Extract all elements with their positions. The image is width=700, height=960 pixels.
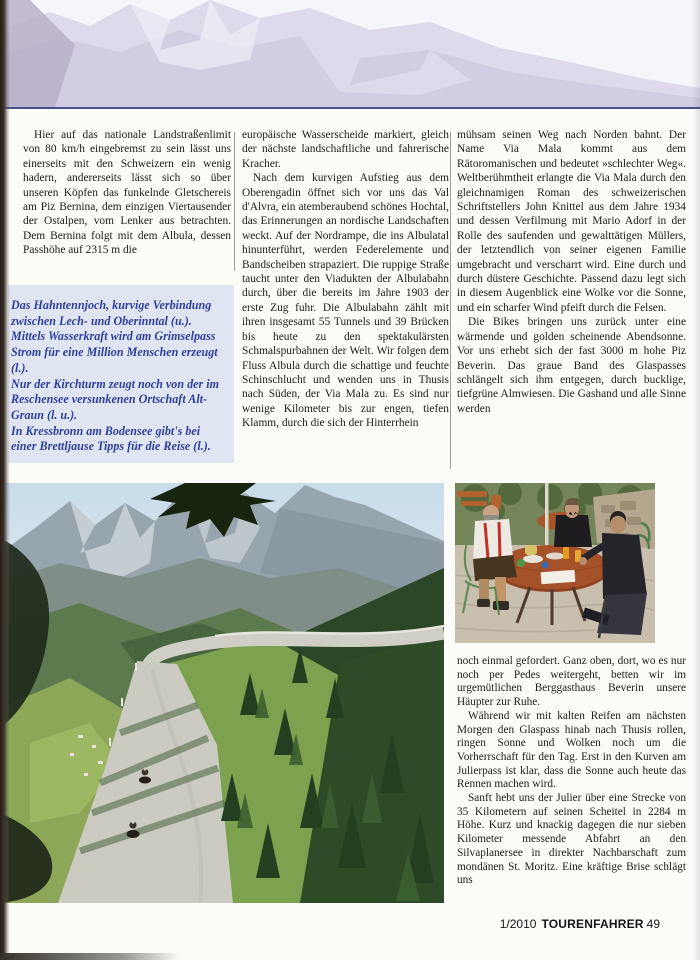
body-column-2 bbox=[242, 128, 449, 472]
page-footer bbox=[400, 917, 660, 931]
column-rule-2 bbox=[450, 132, 451, 469]
scan-edge-bottom bbox=[0, 953, 180, 960]
photo-captions-box bbox=[8, 285, 234, 463]
column-rule-1 bbox=[234, 132, 235, 271]
photo-caption: Das Hahntennjoch, kurvige Verbindung zwischen Lech- und Oberinntal (u.). bbox=[11, 298, 212, 328]
top-banner-photo bbox=[0, 0, 700, 107]
photo-caption: Nur der Kirchturm zeugt noch von der im Reschensee versunkenen Ortschaft Alt-Graun (l. u.). bbox=[11, 376, 219, 422]
banner-divider-line bbox=[0, 107, 700, 109]
main-photo-alpine-road bbox=[0, 483, 444, 903]
body-paragraph: Hier auf das nationale Landstraßenlimit von 80 km/h eingebremst zu sein lässt uns einerseits mit den Schweizern ein wenig hadern, andererseits lässt sich so über unseren Köpfen das funkelnde Gletschereis am Piz Bernina, dem einzigen Viertausender der Ostalpen, vom Lenker aus betrachten. Dem Bernina folgt mit dem Albula, dessen Passhöhe auf 2315 m die bbox=[23, 129, 231, 257]
body-column-3 bbox=[457, 128, 686, 472]
table-photo-bikers-break bbox=[455, 483, 655, 643]
page-number: 49 bbox=[646, 917, 660, 931]
photo-caption: In Kressbronn am Bodensee gibt's bei einer Brettljause Tipps für die Reise (l.). bbox=[11, 423, 211, 454]
photo-caption: Mittels Wasserkraft wird am Grimselpass Strom für eine Million Menschen erzeugt (l.). bbox=[11, 329, 218, 375]
body-paragraph: noch einmal gefordert. Ganz oben, dort, wo es nur noch per Pedes weitergeht, betten wir im urgemütlichen Berggasthaus Beverin unsere Häupter zur Ruhe. bbox=[457, 655, 686, 709]
body-paragraph: mühsam seinen Weg nach Norden bahnt. Der Name Via Mala kommt aus dem Rätoromanischen und bedeutet »schlechter Weg«. Weltberühmtheit erlangte die Via Mala durch den gleichnamigen Roman des schweizerischen Schriftstellers John Knittel aus dem Jahre 1934 und dessen Verfilmung mit Mario Adorf in der Rolle des saufenden und gewalttätigen Müllers, der letztendlich von seiner eigenen Familie umgebracht und verscharrt wird. Eine durch und durch düstere Geschichte. Passend dazu legt sich in diesem Augenblick eine Wolke vor die Sonne, und ein scharfer Wind pfeift durch die Felsen. bbox=[457, 129, 686, 314]
scan-edge-right bbox=[692, 0, 700, 960]
body-paragraph: Die Bikes bringen uns zurück unter eine wärmende und golden scheinende Abendsonne. Vor uns erhebt sich der fast 3000 m hohe Piz Beverin. Das graue Band des Glaspasses schlängelt sich ihm entgegen, durch bucklige, tiefgrüne Almwiesen. Die Gashand und alle Sinne werden bbox=[457, 316, 686, 415]
scan-edge-left bbox=[0, 0, 10, 960]
magazine-name: TOURENFAHRER bbox=[541, 917, 644, 931]
parasol-pole bbox=[545, 483, 549, 545]
body-column-3-lower bbox=[457, 655, 686, 907]
body-paragraph: Nach dem kurvigen Aufstieg aus dem Oberengadin öffnet sich vor uns das Val d'Alvra, ein atemberaubend schönes Hochtal, das Erinnerungen an nordische Landschaften weckt. Auf der Nordrampe, die ins Albulatal hinunterführt, werden Federelemente und Bandscheiben strapaziert. Die ruppige Straße taucht unter den Viadukten der Albulabahn durch, über die bereits im Jahre 1903 der erste Zug fuhr. Die Albulabahn zählt mit ihren insgesamt 55 Tunnels und 39 Brücken bis heute zu den spektakulärsten Schmalspurbahnen der Welt. Wir folgen dem Fluss Albula durch die schattige und feuchte Schinschlucht und wenden uns in Thusis nach Süden, der Via Mala zu. Es sind nur wenige Kilometer bis zur engen, tiefen Klamm, durch die sich der Hinterrhein bbox=[242, 172, 449, 430]
body-column-1 bbox=[23, 128, 231, 275]
body-paragraph: Während wir mit kalten Reifen am nächsten Morgen den Glaspass hinab nach Thusis rollen, ringen Sonne und Wolken noch um die Vorherrschaft für den Tag. Erst in den Kurven am Julierpass ist klar, dass die Sonne auch heute das Rennen machen wird. bbox=[457, 709, 686, 791]
body-paragraph: europäische Wasserscheide markiert, gleich der nächste landschaftliche und fahrerische Kracher. bbox=[242, 129, 449, 170]
body-paragraph: Sanft hebt uns der Julier über eine Strecke von 35 Kilometern auf seinen Scheitel in 2284 m Höhe. Kurz und knackig dagegen die nur sieben Kilometer messende Abfahrt an den Silvaplanersee in direkter Nachbarschaft zum mondänen St. Moritz. Eine kräftige Brise schlägt uns bbox=[457, 792, 686, 887]
issue-number: 1/2010 bbox=[499, 917, 537, 931]
